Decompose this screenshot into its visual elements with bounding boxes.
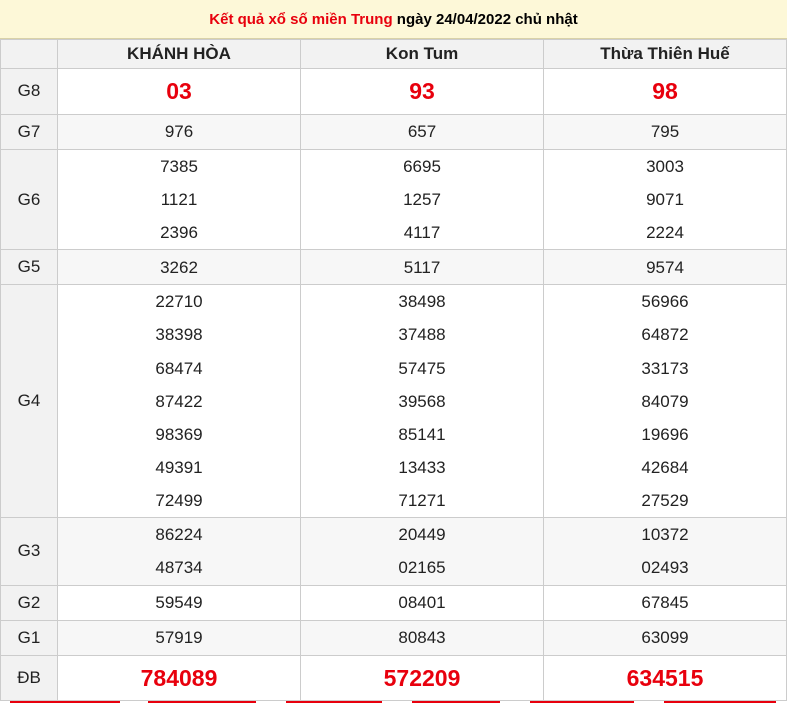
prize-label-g2: G2 <box>1 585 58 620</box>
result-cell-g8-thua-thien-hue <box>544 69 787 115</box>
result-number: 1257 <box>403 189 441 209</box>
result-cell-g7-kon-tum <box>301 114 544 149</box>
page-title-date: ngày 24/04/2022 chủ nhật <box>396 10 578 28</box>
table-row <box>1 250 787 285</box>
header-row <box>1 40 787 69</box>
underline-segment <box>148 701 256 707</box>
prize-label-g6: G6 <box>1 149 58 249</box>
result-number: 976 <box>164 122 194 142</box>
result-cell-g1-khanh-hoa <box>58 620 301 655</box>
result-number: 57475 <box>398 358 446 378</box>
prize-label-db: ĐB <box>1 655 58 701</box>
result-cell-g7-thua-thien-hue <box>544 114 787 149</box>
result-cell-g7-khanh-hoa <box>58 114 301 149</box>
header-corner-cell <box>1 40 58 69</box>
result-number: 85141 <box>398 424 446 444</box>
result-number: 42684 <box>641 457 689 477</box>
result-number: 38398 <box>155 325 203 345</box>
result-cell-g4-kon-tum <box>301 285 544 518</box>
result-number: 784089 <box>140 664 218 691</box>
table-row <box>1 585 787 620</box>
table-row <box>1 149 787 249</box>
table-row <box>1 114 787 149</box>
underline-segment <box>286 701 382 707</box>
result-cell-g5-khanh-hoa <box>58 250 301 285</box>
results-table <box>0 39 787 701</box>
result-number: 7385 <box>160 156 198 176</box>
result-number: 22710 <box>155 292 203 312</box>
bottom-underline-strip <box>0 701 787 707</box>
result-cell-g6-khanh-hoa <box>58 149 301 249</box>
result-number: 39568 <box>398 391 446 411</box>
result-cell-g8-khanh-hoa <box>58 69 301 115</box>
province-header-thua-thien-hue: Thừa Thiên Huế <box>544 40 787 69</box>
result-number: 49391 <box>155 457 203 477</box>
result-number: 657 <box>407 122 437 142</box>
result-cell-g3-kon-tum <box>301 518 544 585</box>
result-cell-g2-kon-tum <box>301 585 544 620</box>
result-cell-g5-thua-thien-hue <box>544 250 787 285</box>
result-number: 9071 <box>646 189 684 209</box>
prize-label-g1: G1 <box>1 620 58 655</box>
result-number: 98369 <box>155 424 203 444</box>
result-number: 1121 <box>160 189 198 209</box>
result-number: 80843 <box>398 627 446 647</box>
result-number: 33173 <box>641 358 689 378</box>
result-number: 3262 <box>160 257 198 277</box>
result-cell-g6-thua-thien-hue <box>544 149 787 249</box>
result-cell-g4-thua-thien-hue <box>544 285 787 518</box>
page-header <box>0 0 787 39</box>
result-number: 08401 <box>398 592 446 612</box>
underline-segment <box>664 701 776 707</box>
result-number: 02493 <box>641 558 689 578</box>
prize-label-g5: G5 <box>1 250 58 285</box>
result-cell-db-thua-thien-hue <box>544 655 787 701</box>
result-number: 98 <box>652 78 678 104</box>
result-number: 02165 <box>398 558 446 578</box>
result-number: 634515 <box>626 664 704 691</box>
result-number: 03 <box>166 78 192 104</box>
result-cell-g8-kon-tum <box>301 69 544 115</box>
result-number: 71271 <box>398 491 446 511</box>
result-number: 9574 <box>646 257 684 277</box>
result-cell-g1-kon-tum <box>301 620 544 655</box>
result-number: 27529 <box>641 491 689 511</box>
table-row <box>1 518 787 585</box>
result-cell-g6-kon-tum <box>301 149 544 249</box>
underline-segment <box>412 701 500 707</box>
page-title <box>209 11 577 28</box>
result-number: 56966 <box>641 292 689 312</box>
prize-label-g3: G3 <box>1 518 58 585</box>
result-cell-db-kon-tum <box>301 655 544 701</box>
province-header-kon-tum: Kon Tum <box>301 40 544 69</box>
table-row <box>1 69 787 115</box>
result-number: 5117 <box>403 257 441 277</box>
underline-segment <box>10 701 120 707</box>
result-number: 572209 <box>383 664 461 691</box>
result-number: 57919 <box>155 627 203 647</box>
result-number: 59549 <box>155 592 203 612</box>
result-cell-g5-kon-tum <box>301 250 544 285</box>
result-number: 10372 <box>641 525 689 545</box>
result-number: 48734 <box>155 558 203 578</box>
result-cell-g3-thua-thien-hue <box>544 518 787 585</box>
result-number: 87422 <box>155 391 203 411</box>
table-row <box>1 620 787 655</box>
result-cell-g3-khanh-hoa <box>58 518 301 585</box>
underline-segment <box>530 701 634 707</box>
prize-label-g8: G8 <box>1 69 58 115</box>
prize-label-g4: G4 <box>1 285 58 518</box>
result-number: 63099 <box>641 627 689 647</box>
prize-label-g7: G7 <box>1 114 58 149</box>
table-row <box>1 655 787 701</box>
result-number: 72499 <box>155 491 203 511</box>
result-cell-db-khanh-hoa <box>58 655 301 701</box>
result-number: 68474 <box>155 358 203 378</box>
result-number: 93 <box>409 78 435 104</box>
result-cell-g4-khanh-hoa <box>58 285 301 518</box>
result-number: 37488 <box>398 325 446 345</box>
result-cell-g1-thua-thien-hue <box>544 620 787 655</box>
table-row <box>1 285 787 518</box>
province-header-khanh-hoa: KHÁNH HÒA <box>58 40 301 69</box>
result-number: 20449 <box>398 525 446 545</box>
result-number: 4117 <box>403 223 441 243</box>
page-title-main: Kết quả xổ số miền Trung <box>209 10 393 28</box>
result-number: 84079 <box>641 391 689 411</box>
result-number: 64872 <box>641 325 689 345</box>
result-cell-g2-khanh-hoa <box>58 585 301 620</box>
result-number: 19696 <box>641 424 689 444</box>
result-number: 2224 <box>646 223 684 243</box>
result-number: 3003 <box>646 156 684 176</box>
result-number: 6695 <box>403 156 441 176</box>
table-header <box>1 40 787 69</box>
result-cell-g2-thua-thien-hue <box>544 585 787 620</box>
result-number: 67845 <box>641 592 689 612</box>
result-number: 38498 <box>398 292 446 312</box>
result-number: 2396 <box>160 223 198 243</box>
result-number: 795 <box>650 122 680 142</box>
table-body <box>1 69 787 701</box>
result-number: 13433 <box>398 457 446 477</box>
result-number: 86224 <box>155 525 203 545</box>
